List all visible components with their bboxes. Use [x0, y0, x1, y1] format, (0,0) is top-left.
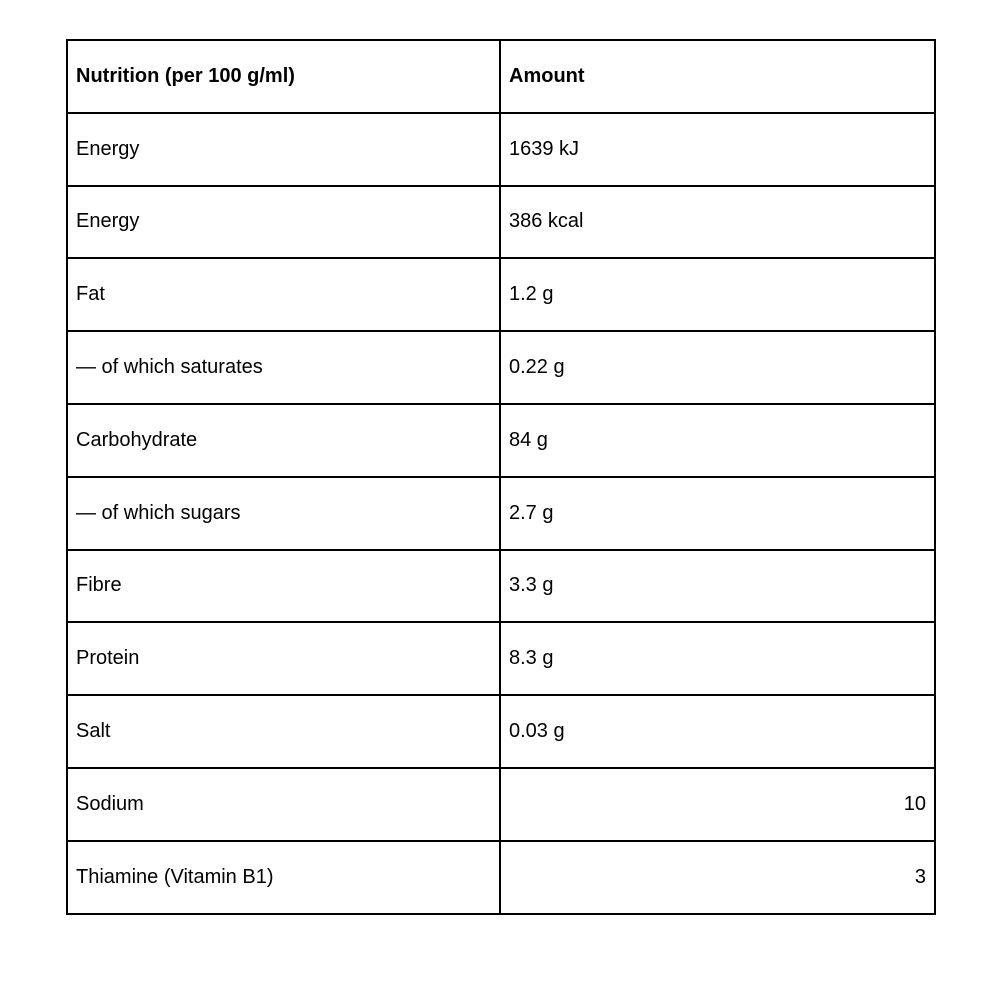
table-row: [67, 695, 935, 768]
table-row: [67, 113, 935, 186]
table-header-row: [67, 40, 935, 113]
nutrient-amount: 10: [500, 768, 935, 841]
header-amount: Amount: [500, 40, 935, 113]
nutrient-amount: 1.2 g: [500, 258, 935, 331]
nutrient-name: Carbohydrate: [67, 404, 500, 477]
nutrient-amount: 2.7 g: [500, 477, 935, 550]
nutrient-name: Fibre: [67, 550, 500, 623]
nutrient-amount: 3.3 g: [500, 550, 935, 623]
nutrient-amount: 0.03 g: [500, 695, 935, 768]
table-row: [67, 768, 935, 841]
nutrient-name: Protein: [67, 622, 500, 695]
table-row: [67, 622, 935, 695]
nutrient-name: Thiamine (Vitamin B1): [67, 841, 500, 914]
nutrient-name: — of which sugars: [67, 477, 500, 550]
nutrient-name: Energy: [67, 186, 500, 259]
nutrient-amount: 8.3 g: [500, 622, 935, 695]
table-row: [67, 550, 935, 623]
nutrition-table: [66, 39, 936, 915]
nutrient-amount: 3: [500, 841, 935, 914]
header-nutrition: Nutrition (per 100 g/ml): [67, 40, 500, 113]
table-row: [67, 841, 935, 914]
nutrient-name: — of which saturates: [67, 331, 500, 404]
nutrient-amount: 386 kcal: [500, 186, 935, 259]
nutrient-name: Fat: [67, 258, 500, 331]
nutrient-amount: 84 g: [500, 404, 935, 477]
nutrient-amount: 1639 kJ: [500, 113, 935, 186]
table-row: [67, 404, 935, 477]
nutrient-name: Sodium: [67, 768, 500, 841]
nutrient-name: Salt: [67, 695, 500, 768]
table-row: [67, 477, 935, 550]
nutrient-amount: 0.22 g: [500, 331, 935, 404]
table-row: [67, 331, 935, 404]
table-row: [67, 258, 935, 331]
table-row: [67, 186, 935, 259]
nutrient-name: Energy: [67, 113, 500, 186]
